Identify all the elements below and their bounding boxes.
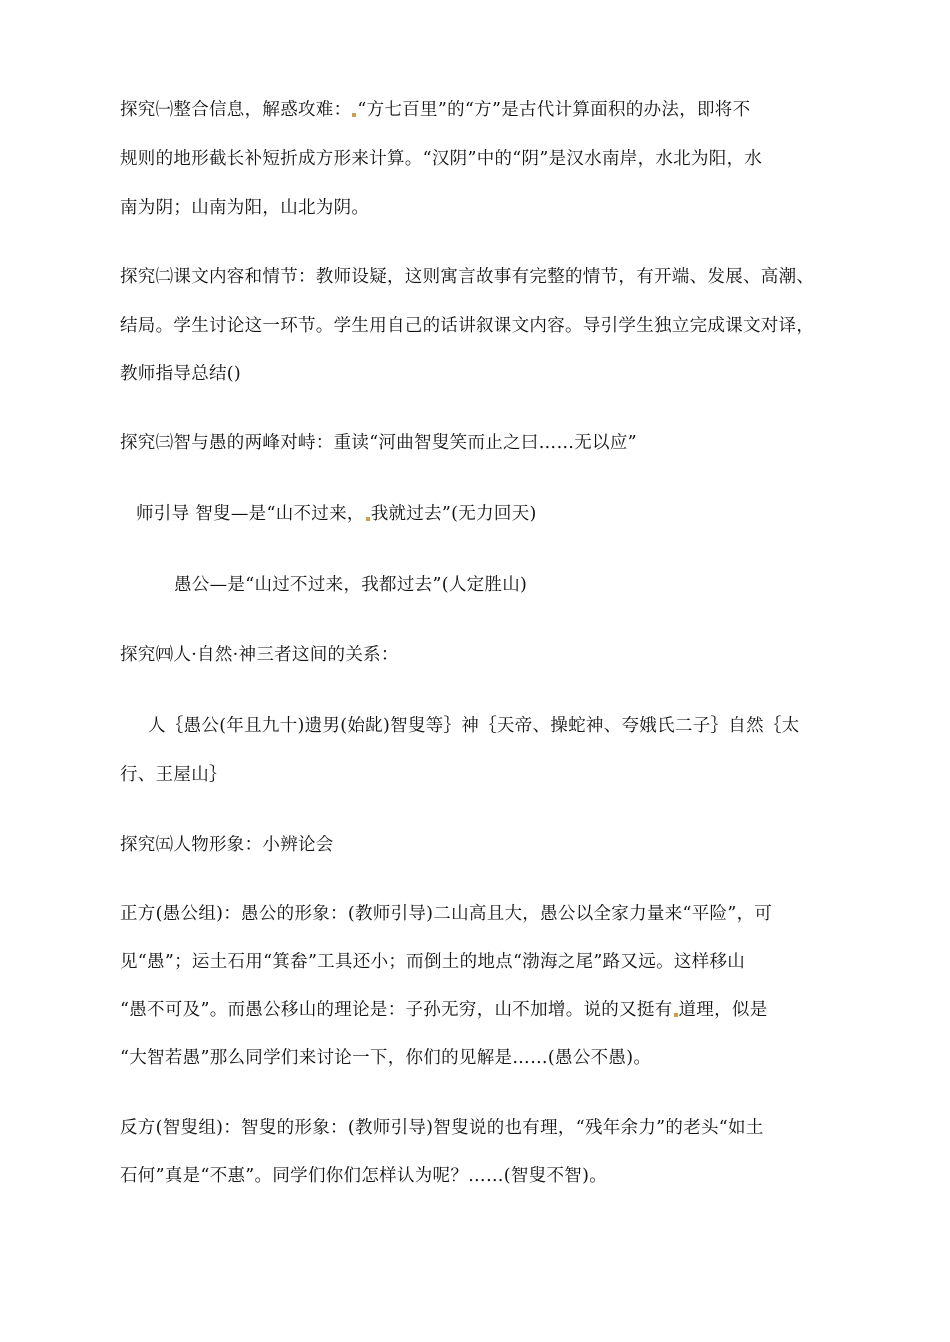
paragraph-2-line-2: 结局。学生讨论这一环节。学生用自己的话讲叙课文内容。导引学生独立完成课文对译， (120, 316, 815, 336)
text-span: “方七百里”的“方”是古代计算面积的办法，即将不 (357, 100, 751, 120)
paragraph-1-line-1 (120, 98, 750, 122)
text-span: 探究㈠整合信息，解惑攻难： (120, 100, 352, 120)
paragraph-7-line-1: 反方(智叟组)：智叟的形象：(教师引导)智叟说的也有理，“残年余力”的老头“如土 (120, 1118, 764, 1138)
paragraph-5-line-1: 探究㈤人物形象：小辨论会 (120, 835, 334, 855)
text-span: 我就过去”(无力回天) (370, 504, 537, 524)
text-span: “愚不可及”。而愚公移山的理论是：子孙无穷，山不加增。说的又挺有 (120, 1000, 673, 1020)
paragraph-3-line-2 (136, 502, 537, 526)
paragraph-6-line-4: “大智若愚”那么同学们来讨论一下，你们的见解是……(愚公不愚)。 (120, 1048, 652, 1068)
marker-dot (366, 517, 370, 521)
marker-dot (674, 1013, 678, 1017)
paragraph-4-line-2: 人｛愚公(年且九十)遗男(始龀)智叟等｝神｛天帝、操蛇神、夸娥氏二子｝自然｛太 (148, 716, 800, 736)
paragraph-3-line-1: 探究㈢智与愚的两峰对峙：重读“河曲智叟笑而止之曰……无以应” (120, 433, 637, 453)
paragraph-7-line-2: 石何”真是“不惠”。同学们你们怎样认为呢？……(智叟不智)。 (120, 1166, 607, 1186)
paragraph-6-line-3 (120, 998, 768, 1022)
paragraph-1-line-2: 规则的地形截长补短折成方形来计算。“汉阴”中的“阴”是汉水南岸，水北为阳，水 (120, 149, 763, 169)
paragraph-6-line-2: 见“愚”；运土石用“箕畚”工具还小；而倒土的地点“渤海之尾”路又远。这样移山 (120, 952, 746, 972)
paragraph-2-line-1: 探究㈡课文内容和情节：教师设疑，这则寓言故事有完整的情节，有开端、发展、高潮、 (120, 267, 815, 287)
paragraph-1-line-3: 南为阴；山南为阳，山北为阴。 (120, 198, 370, 218)
paragraph-4-line-3: 行、王屋山｝ (120, 765, 227, 785)
paragraph-2-line-3: 教师指导总结() (120, 364, 242, 384)
paragraph-3-line-3: 愚公—是“山过不过来，我都过去”(人定胜山) (174, 575, 528, 595)
paragraph-6-line-1: 正方(愚公组)：愚公的形象：(教师引导)二山高且大，愚公以全家力量来“平险”，可 (120, 904, 773, 924)
paragraph-4-line-1: 探究㈣人·自然·神三者这间的关系： (120, 645, 399, 665)
marker-dot (352, 113, 356, 117)
text-span: 师引导 智叟—是“山不过来， (136, 504, 365, 524)
text-span: 道理，似是 (678, 1000, 768, 1020)
